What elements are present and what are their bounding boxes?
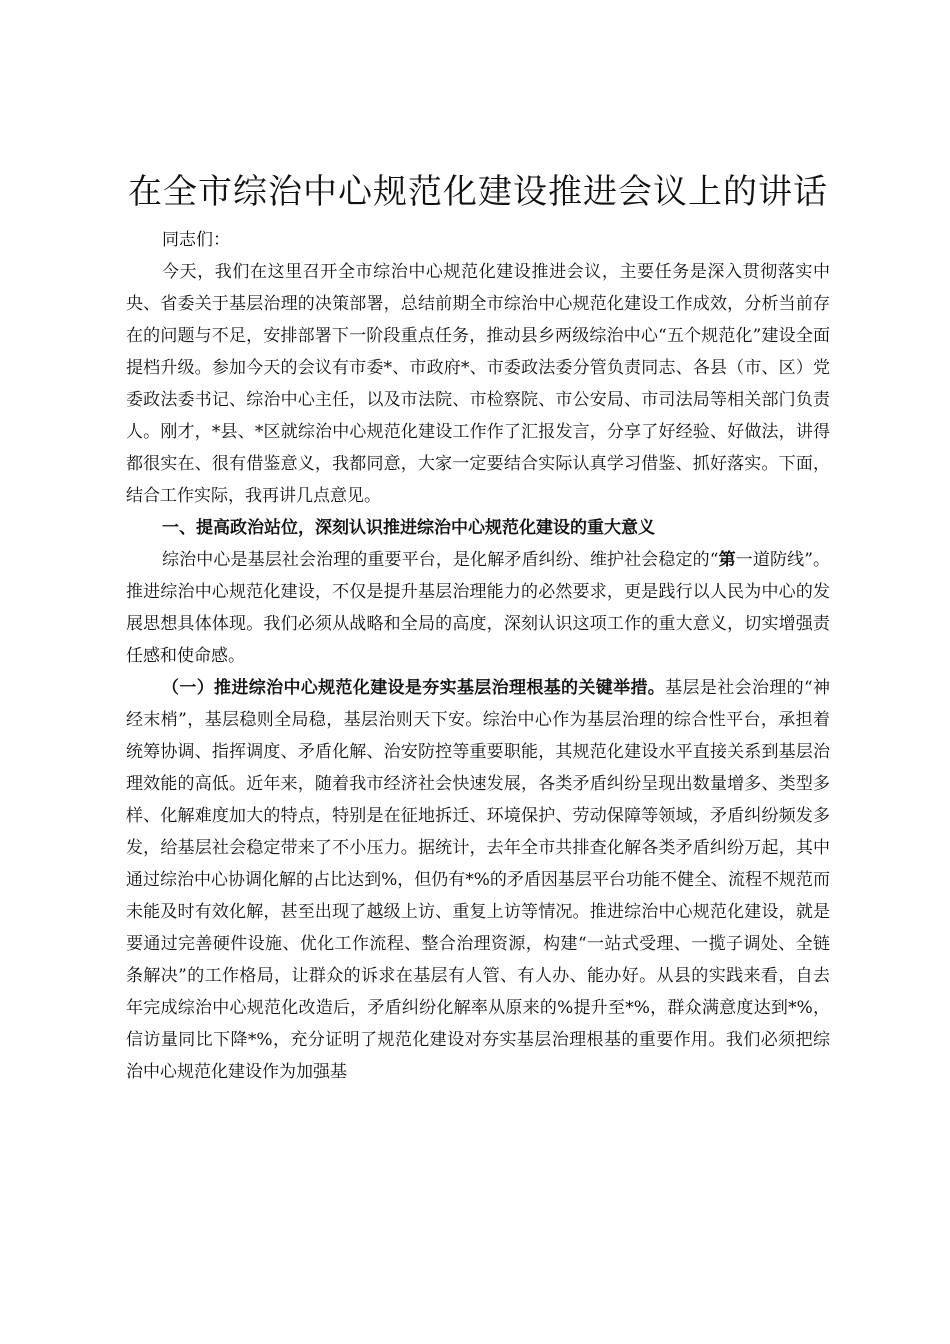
section-heading-1: 一、提高政治站位，深刻认识推进综治中心规范化建设的重大意义 [162, 518, 655, 538]
subsection-1-paragraph [126, 672, 830, 1088]
section-1-paragraph [126, 544, 830, 672]
document-page [126, 170, 830, 1088]
section-1-bold-char: 第 [718, 550, 736, 570]
section-1-text-a: 综治中心是基层社会治理的重要平台，是化解矛盾纠纷、维护社会稳定的“ [162, 550, 719, 570]
salutation: 同志们： [162, 230, 230, 250]
intro-paragraph: 今天，我们在这里召开全市综治中心规范化建设推进会议，主要任务是深入贯彻落实中央、省委关于基层治理的决策部署，总结前期全市综治中心规范化建设工作成效，分析当前存在的问题与不足，安排部署下一阶段重点任务，推动县乡两级综治中心“五个规范化”建设全面提档升级。参加今天的会议有市委*、市政府*、市委政法委分管负责同志、各县（市、区）党委政法委书记、综治中心主任，以及市法院、市检察院、市公安局、市司法局等相关部门负责人。刚才，*县、*区就综治中心规范化建设工作作了汇报发言，分享了好经验、好做法，讲得都很实在、很有借鉴意义，我都同意，大家一定要结合实际认真学习借鉴、抓好落实。下面，结合工作实际，我再讲几点意见。 [126, 262, 830, 506]
subsection-1-body: 基层是社会治理的“神经末梢”，基层稳则全局稳，基层治则天下安。综治中心作为基层治理的综合性平台，承担着统筹协调、指挥调度、矛盾化解、治安防控等重要职能，其规范化建设水平直接关系到基层治理效能的高低。近年来，随着我市经济社会快速发展，各类矛盾纠纷呈现出数量增多、类型多样、化解难度加大的特点，特别是在征地拆迁、环境保护、劳动保障等领域，矛盾纠纷频发多发，给基层社会稳定带来了不小压力。据统计，去年全市共排查化解各类矛盾纠纷万起，其中通过综治中心协调化解的占比达到%，但仍有*%的矛盾因基层平台功能不健全、流程不规范而未能及时有效化解，甚至出现了越级上访、重复上访等情况。推进综治中心规范化建设，就是要通过完善硬件设施、优化工作流程、整合治理资源，构建“一站式受理、一揽子调处、全链条解决”的工作格局，让群众的诉求在基层有人管、有人办、能办好。从县的实践来看，自去年完成综治中心规范化改造后，矛盾纠纷化解率从原来的%提升至*%，群众满意度达到*%，信访量同比下降*%，充分证明了规范化建设对夯实基层治理根基的重要作用。我们必须把综治中心规范化建设作为加强基 [126, 678, 830, 1082]
subsection-1-lead: （一）推进综治中心规范化建设是夯实基层治理根基的关键举措。 [162, 678, 666, 698]
section-1-text-b: 一道防线”。推进综治中心规范化建设，不仅是提升基层治理能力的必然要求，更是践行以人民为中心的发展思想具体体现。我们必须从战略和全局的高度，深刻认识这项工作的重大意义，切实增强责任感和使命感。 [126, 550, 830, 666]
document-title: 在全市综治中心规范化建设推进会议上的讲话 [128, 172, 828, 212]
